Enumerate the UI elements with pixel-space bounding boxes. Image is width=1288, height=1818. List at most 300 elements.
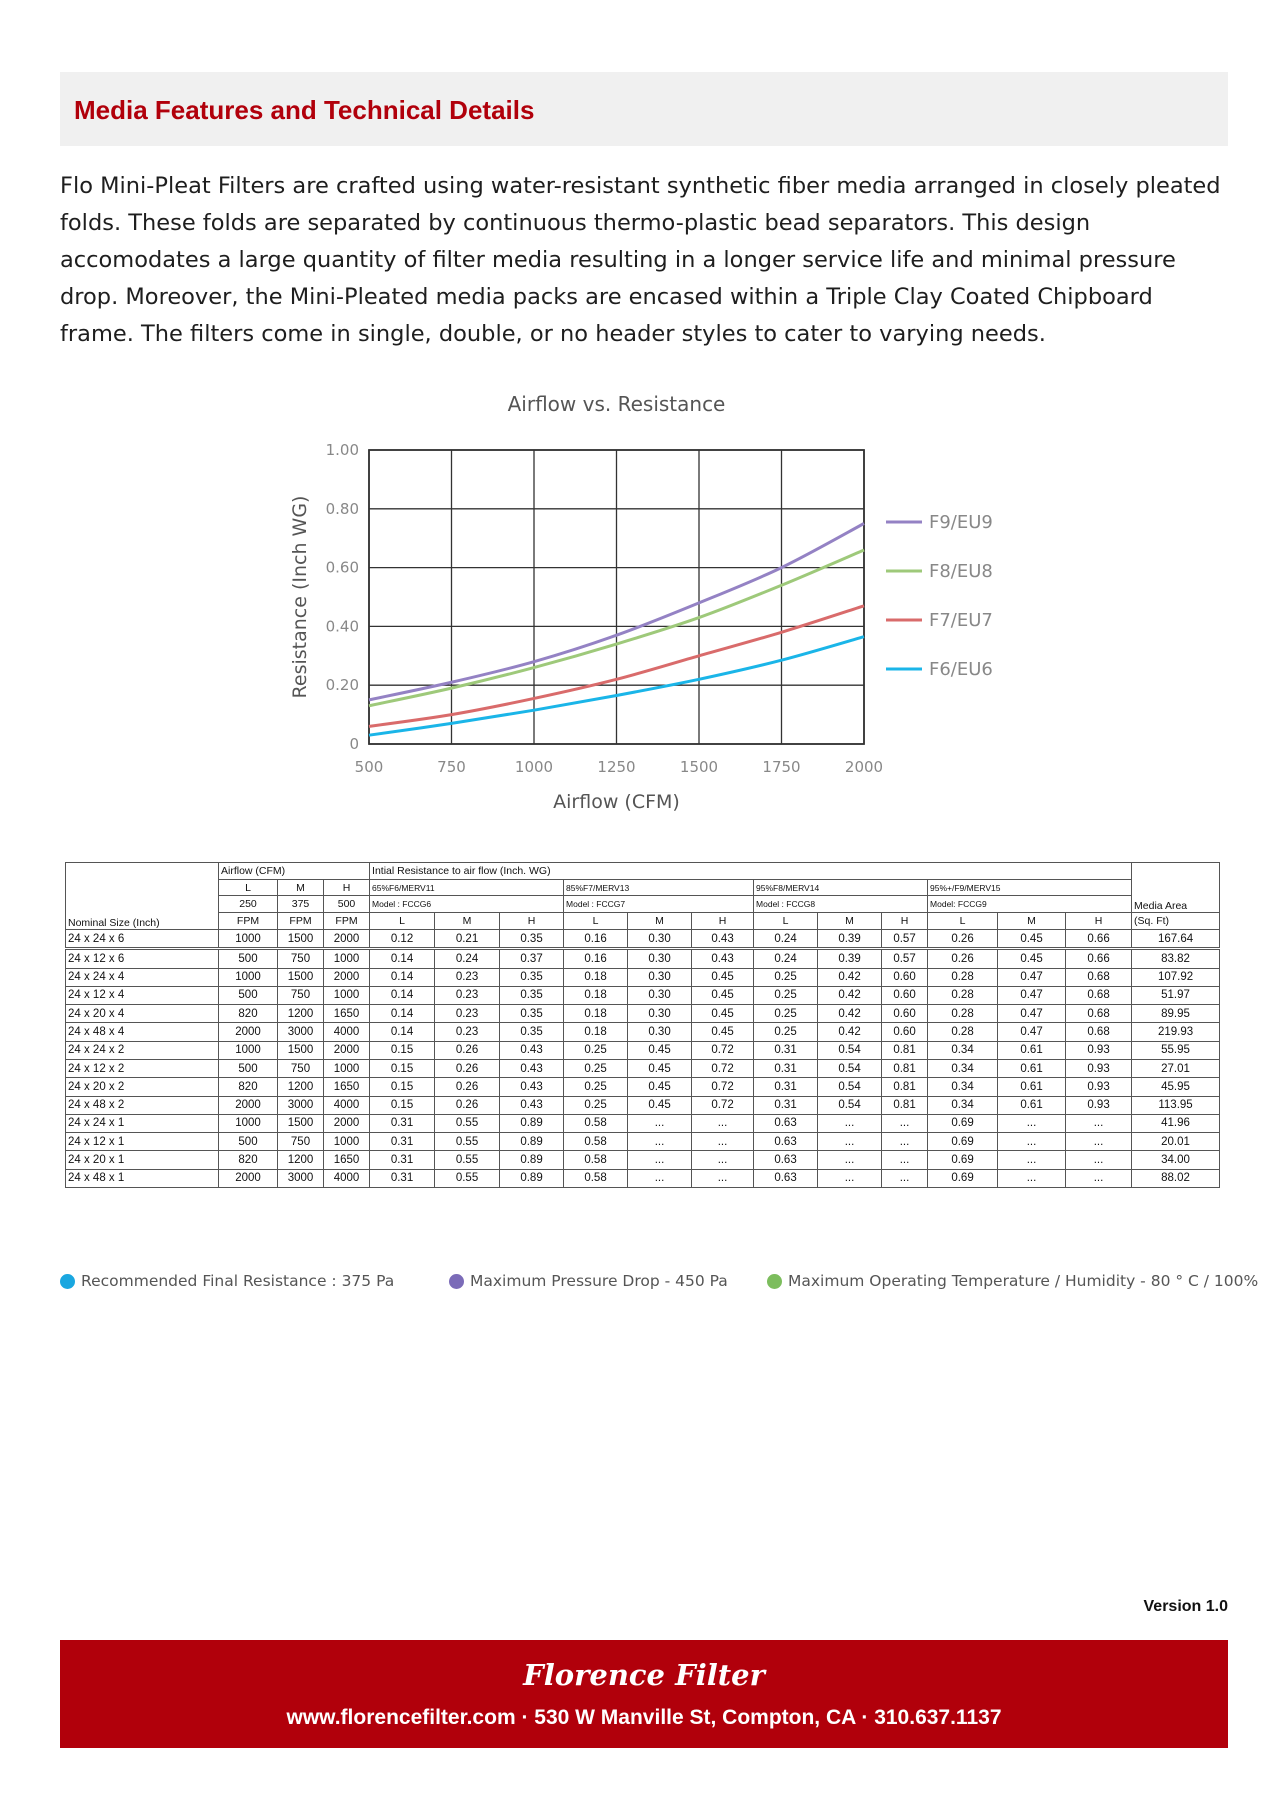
value-cell: 0.89 [500,1169,564,1187]
airflow-level-header: H [324,879,370,896]
value-cell: 0.60 [882,1023,928,1041]
value-cell: 0.31 [754,1041,818,1059]
value-cell: 0.31 [370,1169,435,1187]
value-cell: 0.34 [928,1041,998,1059]
value-cell: 500 [219,986,278,1004]
nominal-size-cell: 24 x 12 x 6 [66,949,219,968]
value-cell: 0.43 [500,1059,564,1077]
value-cell: 0.61 [998,1059,1066,1077]
legend-item [60,1272,394,1290]
value-cell: 0.61 [998,1096,1066,1114]
value-cell: 0.45 [692,1005,754,1023]
table-row [66,986,1220,1004]
value-cell: 1500 [278,929,324,948]
value-cell: 0.55 [435,1151,500,1169]
value-cell: 0.26 [928,949,998,968]
value-cell: 750 [278,949,324,968]
table-row [66,1169,1220,1187]
value-cell: 0.23 [435,1005,500,1023]
value-cell: 0.14 [370,949,435,968]
resistance-level-header: L [564,913,628,930]
value-cell: 0.60 [882,968,928,986]
value-cell: 2000 [324,929,370,948]
legend-text: Maximum Operating Temperature / Humidity - 80 ° C / 100% [788,1272,1259,1290]
florence-filter-logo: Florence Filter [523,1658,765,1692]
value-cell: 0.34 [928,1059,998,1077]
media-area-cell: 88.02 [1132,1169,1220,1187]
value-cell: 3000 [278,1023,324,1041]
resistance-header: Intial Resistance to air flow (Inch. WG) [370,863,1132,880]
value-cell: 0.35 [500,1023,564,1041]
value-cell: 0.72 [692,1096,754,1114]
resistance-level-header: H [692,913,754,930]
value-cell: 0.72 [692,1078,754,1096]
table-header-row [66,913,1220,930]
value-cell: 1000 [324,949,370,968]
media-area-cell: 167.64 [1132,929,1220,948]
value-cell: 0.45 [628,1041,692,1059]
value-cell: 0.26 [435,1096,500,1114]
value-cell: 0.69 [928,1169,998,1187]
value-cell: 0.55 [435,1133,500,1151]
airflow-resistance-chart [280,378,1020,818]
value-cell: 1200 [278,1151,324,1169]
value-cell: ... [882,1114,928,1132]
value-cell: 0.35 [500,986,564,1004]
nominal-size-cell: 24 x 24 x 6 [66,929,219,948]
value-cell: 0.47 [998,968,1066,986]
value-cell: 0.26 [435,1041,500,1059]
value-cell: ... [882,1151,928,1169]
value-cell: 2000 [219,1023,278,1041]
nominal-size-cell: 24 x 12 x 1 [66,1133,219,1151]
value-cell: ... [818,1114,882,1132]
table-row [66,1151,1220,1169]
value-cell: 0.69 [928,1133,998,1151]
value-cell: ... [692,1133,754,1151]
value-cell: 0.15 [370,1096,435,1114]
value-cell: 820 [219,1151,278,1169]
media-area-cell: 20.01 [1132,1133,1220,1151]
value-cell: 0.45 [692,986,754,1004]
value-cell: ... [1066,1169,1132,1187]
value-cell: 0.12 [370,929,435,948]
model-header: Model : FCCG6 [370,896,564,913]
value-cell: 1000 [324,1133,370,1151]
x-tick-label: 1500 [679,758,719,776]
value-cell: 0.42 [818,968,882,986]
value-cell: 750 [278,1059,324,1077]
nominal-size-cell: 24 x 24 x 2 [66,1041,219,1059]
value-cell: 0.45 [628,1078,692,1096]
value-cell: 0.25 [564,1059,628,1077]
media-area-cell: 219.93 [1132,1023,1220,1041]
media-area-cell: 41.96 [1132,1114,1220,1132]
table-row [66,1005,1220,1023]
value-cell: ... [818,1169,882,1187]
model-header: Model : FCCG7 [564,896,754,913]
value-cell: 0.31 [754,1096,818,1114]
value-cell: 1200 [278,1005,324,1023]
media-area-unit: (Sq. Ft) [1132,913,1220,930]
table-header-row [66,863,1220,880]
nominal-size-cell: 24 x 48 x 1 [66,1169,219,1187]
spec-legend [60,1264,1259,1300]
media-area-cell: 51.97 [1132,986,1220,1004]
value-cell: 0.63 [754,1169,818,1187]
value-cell: 0.45 [998,949,1066,968]
table-header-row [66,896,1220,913]
model-header: Model: FCCG9 [928,896,1132,913]
value-cell: 0.63 [754,1133,818,1151]
value-cell: 0.43 [500,1096,564,1114]
value-cell: 3000 [278,1096,324,1114]
value-cell: 0.18 [564,1005,628,1023]
airflow-level-header: M [278,879,324,896]
value-cell: 0.30 [628,968,692,986]
value-cell: 0.31 [370,1114,435,1132]
value-cell: ... [882,1133,928,1151]
value-cell: 0.30 [628,949,692,968]
value-cell: 0.81 [882,1041,928,1059]
legend-text: Recommended Final Resistance : 375 Pa [81,1272,395,1290]
media-area-cell: 83.82 [1132,949,1220,968]
value-cell: 0.34 [928,1078,998,1096]
value-cell: 500 [219,1133,278,1151]
chart-title: Airflow vs. Resistance [507,392,726,416]
legend-dot-icon [767,1274,782,1289]
value-cell: 0.30 [628,929,692,948]
value-cell: 0.47 [998,986,1066,1004]
value-cell: 2000 [324,1041,370,1059]
value-cell: 0.68 [1066,968,1132,986]
value-cell: 0.30 [628,986,692,1004]
value-cell: ... [692,1169,754,1187]
y-tick-label: 0.60 [325,558,359,577]
resistance-level-header: L [370,913,435,930]
grade-header: 85%F7/MERV13 [564,879,754,896]
value-cell: 1650 [324,1151,370,1169]
resistance-level-header: M [818,913,882,930]
legend-item [449,1272,728,1290]
value-cell: 0.93 [1066,1059,1132,1077]
table-header-row [66,879,1220,896]
nominal-size-cell: 24 x 20 x 2 [66,1078,219,1096]
value-cell: 0.15 [370,1078,435,1096]
value-cell: 0.47 [998,1005,1066,1023]
media-area-cell: 27.01 [1132,1059,1220,1077]
value-cell: 0.25 [564,1078,628,1096]
value-cell: ... [1066,1151,1132,1169]
value-cell: 1000 [324,986,370,1004]
fpm-value: 375 [278,896,324,913]
fpm-value: 250 [219,896,278,913]
value-cell: 0.43 [500,1078,564,1096]
value-cell: 0.39 [818,929,882,948]
value-cell: 0.42 [818,1005,882,1023]
value-cell: 0.26 [435,1078,500,1096]
value-cell: 0.61 [998,1078,1066,1096]
resistance-level-header: H [882,913,928,930]
value-cell: 0.18 [564,968,628,986]
value-cell: 0.35 [500,1005,564,1023]
y-tick-label: 0.20 [325,676,359,695]
fpm-value: 500 [324,896,370,913]
x-tick-label: 1000 [514,758,554,776]
fpm-unit: FPM [219,913,278,930]
value-cell: 1000 [219,1041,278,1059]
table-row [66,968,1220,986]
value-cell: ... [998,1133,1066,1151]
value-cell: 0.81 [882,1096,928,1114]
value-cell: 0.93 [1066,1096,1132,1114]
value-cell: 0.42 [818,1023,882,1041]
value-cell: 2000 [324,1114,370,1132]
value-cell: 0.34 [928,1096,998,1114]
value-cell: 1650 [324,1005,370,1023]
nominal-size-cell: 24 x 24 x 1 [66,1114,219,1132]
media-area-header: Media Area [1134,900,1188,913]
value-cell: 2000 [219,1169,278,1187]
y-tick-label: 0 [349,735,359,753]
x-tick-label: 750 [437,758,466,776]
value-cell: 0.35 [500,968,564,986]
value-cell: 0.24 [754,949,818,968]
value-cell: 750 [278,1133,324,1151]
value-cell: 0.26 [435,1059,500,1077]
value-cell: 0.43 [692,929,754,948]
value-cell: 0.31 [370,1151,435,1169]
resistance-level-header: M [998,913,1066,930]
resistance-level-header: H [1066,913,1132,930]
intro-paragraph: Flo Mini-Pleat Filters are crafted using water-resistant synthetic fiber media arranged in closely pleated folds. These folds are separated by continuous thermo-plastic bead separators. This design accomodates a large quantity of filter media resulting in a longer service life and minimal pressure drop. Moreover, the Mini-Pleated media packs are encased within a Triple Clay Coated Chipboard frame. The filters come in single, double, or no header styles to cater to varying needs. [60,173,1221,347]
value-cell: 0.43 [692,949,754,968]
value-cell: 0.25 [754,1005,818,1023]
value-cell: 0.54 [818,1041,882,1059]
resistance-level-header: H [500,913,564,930]
value-cell: 0.81 [882,1078,928,1096]
value-cell: 0.93 [1066,1078,1132,1096]
table-row [66,1114,1220,1132]
value-cell: ... [628,1114,692,1132]
value-cell: ... [692,1114,754,1132]
value-cell: ... [818,1133,882,1151]
legend-label: F7/EU7 [929,610,993,631]
value-cell: 820 [219,1078,278,1096]
value-cell: 0.28 [928,968,998,986]
value-cell: 0.66 [1066,929,1132,948]
value-cell: 0.55 [435,1169,500,1187]
value-cell: 0.54 [818,1096,882,1114]
value-cell: 0.45 [628,1096,692,1114]
value-cell: 0.58 [564,1114,628,1132]
nominal-size-cell: 24 x 20 x 4 [66,1005,219,1023]
nominal-size-header: Nominal Size (Inch) [68,916,160,929]
value-cell: 0.30 [628,1005,692,1023]
value-cell: 0.31 [754,1078,818,1096]
value-cell: ... [818,1151,882,1169]
value-cell: 0.45 [628,1059,692,1077]
nominal-size-cell: 24 x 48 x 2 [66,1096,219,1114]
table-row [66,949,1220,968]
value-cell: 3000 [278,1169,324,1187]
value-cell: 4000 [324,1023,370,1041]
value-cell: 0.54 [818,1078,882,1096]
value-cell: 1000 [324,1059,370,1077]
value-cell: 0.81 [882,1059,928,1077]
value-cell: 0.23 [435,1023,500,1041]
table-row [66,1078,1220,1096]
table-row [66,1023,1220,1041]
value-cell: 0.18 [564,986,628,1004]
value-cell: ... [882,1169,928,1187]
value-cell: 0.14 [370,986,435,1004]
value-cell: 0.25 [754,986,818,1004]
value-cell: 1500 [278,1114,324,1132]
value-cell: 0.58 [564,1169,628,1187]
value-cell: 0.14 [370,968,435,986]
y-tick-label: 0.80 [325,499,359,518]
media-area-cell: 55.95 [1132,1041,1220,1059]
value-cell: 4000 [324,1096,370,1114]
resistance-level-header: L [754,913,818,930]
value-cell: 0.45 [692,1023,754,1041]
value-cell: 0.35 [500,929,564,948]
value-cell: 0.25 [754,968,818,986]
airflow-header: Airflow (CFM) [219,863,370,880]
x-tick-label: 1250 [597,758,636,776]
value-cell: 0.14 [370,1005,435,1023]
value-cell: 0.61 [998,1041,1066,1059]
x-tick-label: 500 [354,758,384,776]
value-cell: 0.60 [882,1005,928,1023]
value-cell: 0.31 [754,1059,818,1077]
value-cell: 0.30 [628,1023,692,1041]
nominal-size-cell: 24 x 48 x 4 [66,1023,219,1041]
value-cell: 0.89 [500,1133,564,1151]
section-header [60,72,1228,146]
nominal-size-cell: 24 x 24 x 4 [66,968,219,986]
value-cell: 1000 [219,1114,278,1132]
value-cell: ... [998,1169,1066,1187]
value-cell: 0.18 [564,1023,628,1041]
resistance-level-header: M [628,913,692,930]
value-cell: 1200 [278,1078,324,1096]
value-cell: ... [628,1151,692,1169]
value-cell: 0.72 [692,1041,754,1059]
x-tick-label: 1750 [762,758,801,776]
value-cell: 0.63 [754,1114,818,1132]
value-cell: 1000 [219,929,278,948]
y-tick-label: 0.40 [325,617,359,636]
value-cell: 0.24 [435,949,500,968]
value-cell: 820 [219,1005,278,1023]
y-axis-label: Resistance (Inch WG) [289,495,311,699]
media-area-cell: 45.95 [1132,1078,1220,1096]
table-row [66,1059,1220,1077]
x-tick-label: 2000 [844,758,884,776]
value-cell: 4000 [324,1169,370,1187]
grade-header: 65%F6/MERV11 [370,879,564,896]
value-cell: ... [1066,1133,1132,1151]
media-area-cell: 107.92 [1132,968,1220,986]
value-cell: 0.26 [928,929,998,948]
value-cell: 0.25 [564,1041,628,1059]
fpm-unit: FPM [278,913,324,930]
value-cell: 1000 [219,968,278,986]
value-cell: ... [692,1151,754,1169]
value-cell: ... [1066,1114,1132,1132]
value-cell: 500 [219,1059,278,1077]
value-cell: 0.43 [500,1041,564,1059]
value-cell: 0.63 [754,1151,818,1169]
grade-header: 95%F8/MERV14 [754,879,928,896]
table-row [66,1096,1220,1114]
grade-header: 95%+/F9/MERV15 [928,879,1132,896]
value-cell: 0.28 [928,1023,998,1041]
value-cell: 0.55 [435,1114,500,1132]
value-cell: 0.58 [564,1133,628,1151]
value-cell: ... [998,1151,1066,1169]
value-cell: 500 [219,949,278,968]
value-cell: 0.28 [928,1005,998,1023]
legend-dot-icon [60,1274,75,1289]
legend-label: F9/EU9 [929,512,993,533]
value-cell: 0.47 [998,1023,1066,1041]
table-row [66,929,1220,948]
value-cell: 0.21 [435,929,500,948]
value-cell: 1500 [278,1041,324,1059]
value-cell: ... [628,1133,692,1151]
media-area-cell: 34.00 [1132,1151,1220,1169]
fpm-unit: FPM [324,913,370,930]
legend-label: F6/EU6 [929,659,993,680]
value-cell: 2000 [324,968,370,986]
legend-item [767,1272,1258,1290]
value-cell: 0.69 [928,1151,998,1169]
nominal-size-cell: 24 x 12 x 2 [66,1059,219,1077]
value-cell: 0.72 [692,1059,754,1077]
resistance-spec-table [65,862,1220,1188]
version-label: Version 1.0 [1143,1598,1228,1615]
value-cell: 0.23 [435,986,500,1004]
value-cell: 0.25 [564,1096,628,1114]
value-cell: 0.68 [1066,986,1132,1004]
resistance-level-header: M [435,913,500,930]
nominal-size-cell: 24 x 12 x 4 [66,986,219,1004]
value-cell: 0.42 [818,986,882,1004]
resistance-level-header: L [928,913,998,930]
footer-contact: www.florencefilter.com · 530 W Manville St, Compton, CA · 310.637.1137 [286,1706,1002,1729]
value-cell: ... [998,1114,1066,1132]
legend-label: F8/EU8 [929,561,993,582]
value-cell: 0.68 [1066,1005,1132,1023]
y-tick-label: 1.00 [325,441,359,459]
media-area-spacer [1132,863,1220,913]
value-cell: 0.60 [882,986,928,1004]
airflow-level-header: L [219,879,278,896]
value-cell: 0.45 [998,929,1066,948]
value-cell: 0.89 [500,1151,564,1169]
x-axis-label: Airflow (CFM) [553,791,680,813]
media-area-cell: 113.95 [1132,1096,1220,1114]
value-cell: 1650 [324,1078,370,1096]
value-cell: 0.54 [818,1059,882,1077]
model-header: Model : FCCG8 [754,896,928,913]
value-cell: 0.57 [882,929,928,948]
table-row [66,1041,1220,1059]
nominal-size-cell: 24 x 20 x 1 [66,1151,219,1169]
